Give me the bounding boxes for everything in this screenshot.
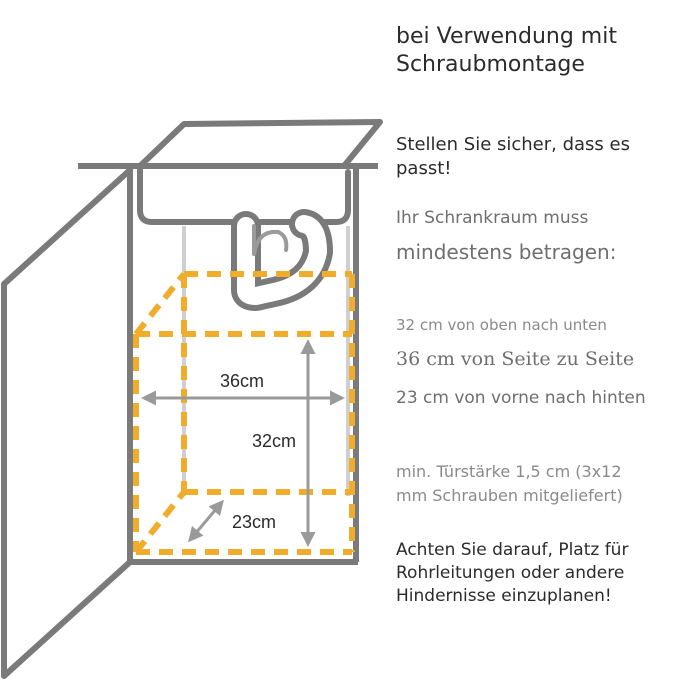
- drain-pipe: [246, 224, 318, 296]
- fit-check-line-2: passt!: [396, 158, 452, 179]
- width-label: 36cm: [219, 371, 265, 391]
- door-line-2: mm Schrauben mitgeliefert): [396, 486, 623, 505]
- depth-label: 23cm: [231, 512, 277, 532]
- space-intro-line-2: mindestens betragen:: [396, 240, 617, 264]
- cabinet-door: [4, 170, 130, 676]
- header-line-2: Schraubmontage: [396, 52, 585, 77]
- minimum-space-box: [136, 274, 352, 552]
- dimension-front-to-back: 23 cm von vorne nach hinten: [396, 388, 646, 408]
- fit-check-line-1: Stellen Sie sicher, dass es: [396, 134, 630, 155]
- notice-line-1: Achten Sie darauf, Platz für: [396, 540, 629, 560]
- sink: [140, 122, 380, 222]
- box-bottom-left-edge: [136, 492, 184, 552]
- space-intro-line-1: Ihr Schrankraum muss: [396, 208, 589, 228]
- sink-rim: [140, 122, 380, 166]
- dimension-top-to-bottom: 32 cm von oben nach unten: [396, 316, 607, 334]
- depth-arrow: [190, 502, 222, 540]
- header-line-1: bei Verwendung mit: [396, 24, 617, 49]
- box-top-left-edge: [136, 274, 184, 334]
- door-line-1: min. Türstärke 1,5 cm (3x12: [396, 462, 622, 481]
- height-label: 32cm: [251, 431, 297, 451]
- notice-line-3: Hindernisse einzuplanen!: [396, 586, 612, 606]
- notice-line-2: Rohrleitungen oder andere: [396, 563, 625, 583]
- dimension-side-to-side: 36 cm von Seite zu Seite: [396, 348, 635, 370]
